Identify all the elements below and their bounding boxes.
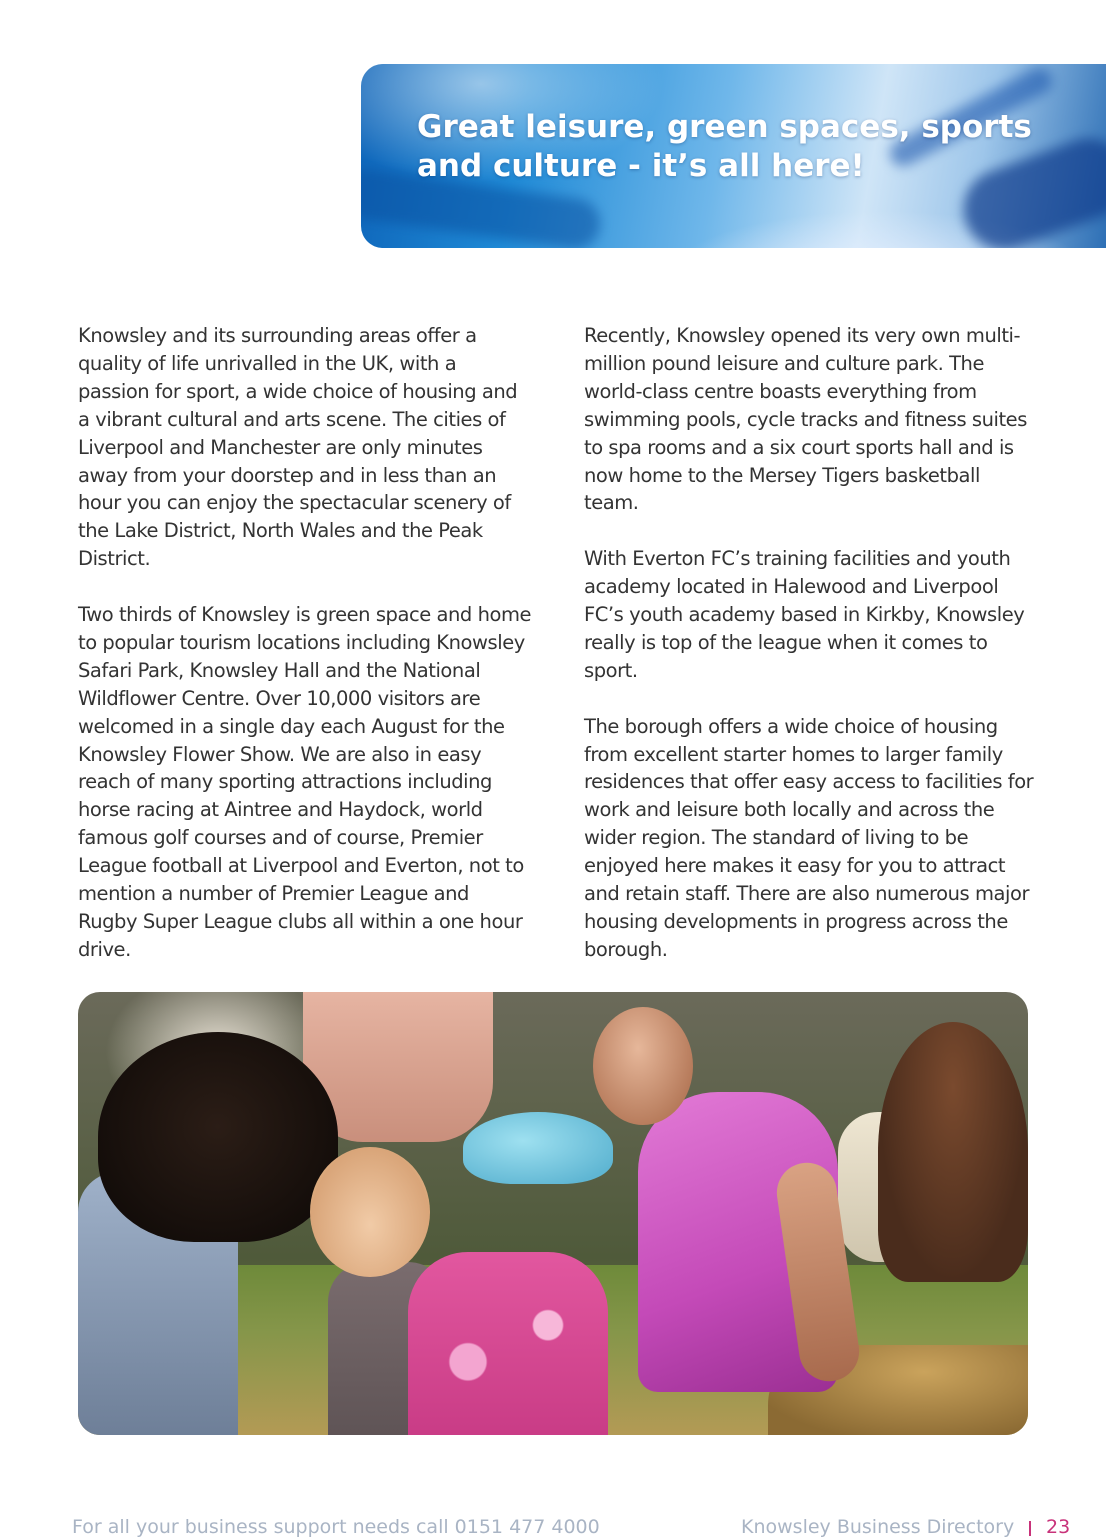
left-text-column xyxy=(78,322,533,992)
right-text-column xyxy=(584,322,1036,992)
page-number: 23 xyxy=(1046,1516,1071,1538)
page-title: Great leisure, green spaces, sports and culture - it’s all here! xyxy=(417,109,1032,184)
photo-man-head xyxy=(593,1007,693,1125)
photo-girl xyxy=(408,1252,608,1435)
photo-background-person xyxy=(878,1022,1028,1282)
paragraph: Knowsley and its surrounding areas offer a quality of life unrivalled in the UK, with a passion for sport, a wide choice of housing and a vibrant cultural and arts scene. The cities of Liverpool and Manchester are only minutes away from your doorstep and in less than an hour you can enjoy the spectacular scenery of the Lake District, North Wales and the Peak District. xyxy=(78,324,518,571)
paragraph: With Everton FC’s training facilities and youth academy located in Halewood and Liverpool FC’s youth academy based in Kirkby, Knowsley really is top of the league when it comes to sport. xyxy=(584,547,1025,682)
photo-woman-hair xyxy=(98,1032,338,1242)
footer-contact: For all your business support needs call 0151 477 4000 xyxy=(72,1516,600,1538)
paragraph: Recently, Knowsley opened its very own multi-million pound leisure and culture park. The world-class centre boasts everything from swimming pools, cycle tracks and fitness suites to spa rooms and a six court sports hall and is now home to the Mersey Tigers basketball team. xyxy=(584,324,1027,515)
paragraph: Two thirds of Knowsley is green space and home to popular tourism locations including Knowsley Safari Park, Knowsley Hall and the National Wildflower Centre. Over 10,000 visitors are welcomed in a single day each August for the Knowsley Flower Show. We are also in easy reach of many sporting attractions including horse racing at Aintree and Haydock, world famous golf courses and of course, Premier League football at Liverpool and Everton, not to mention a number of Premier League and Rugby Super League clubs all within a one hour drive. xyxy=(78,603,532,961)
footer-publication: Knowsley Business Directory xyxy=(741,1516,1015,1538)
photo-girl-hat xyxy=(463,1112,613,1184)
photo-child-head xyxy=(310,1147,430,1277)
family-event-photo xyxy=(78,992,1028,1435)
paragraph: The borough offers a wide choice of housing from excellent starter homes to larger family residences that offer easy access to facilities for work and leisure both locally and across the wider region. The standard of living to be enjoyed here makes it easy for you to attract and retain staff. There are also numerous major housing developments in progress across the borough. xyxy=(584,714,1034,961)
header-banner xyxy=(361,64,1106,248)
footer-divider xyxy=(1029,1521,1031,1536)
